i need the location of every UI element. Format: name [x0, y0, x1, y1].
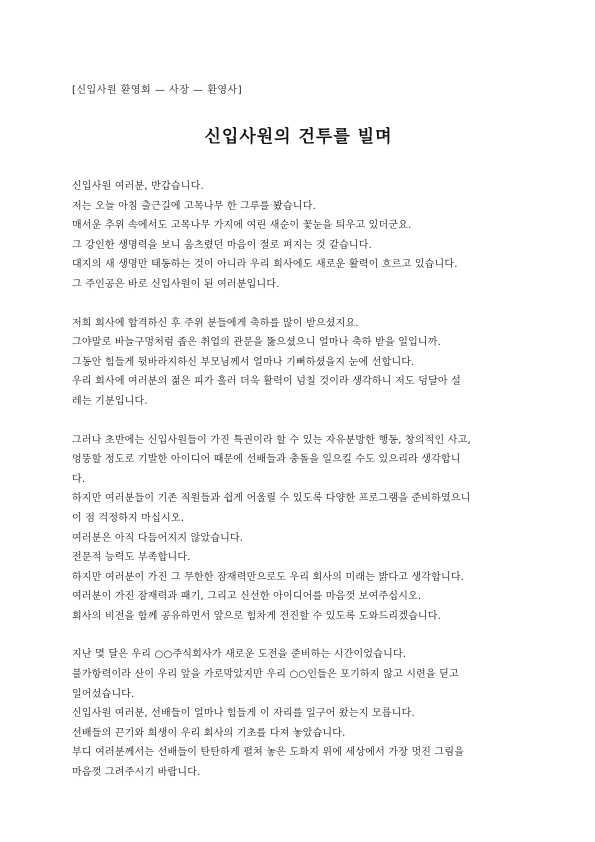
text-line: 여러분은 아직 다듬어지지 않았습니다.: [72, 532, 244, 544]
text-line: 대지의 새 생명만 태동하는 것이 아니라 우리 회사에도 새로운 활력이 흐르고 있습니다.: [72, 259, 458, 271]
text-line: 여러분이 가진 잠재력과 패기, 그리고 신선한 아이디어를 마음껏 보여주십시오.: [72, 591, 422, 603]
paragraph: [72, 431, 525, 627]
text-line: 엉뚱할 정도로 기발한 아이디어 때문에 선배들과 충돌을 일으킬 수도 있으리라 생각합니: [72, 454, 461, 466]
text-line: 저희 회사에 합격하신 후 주위 분들에게 축하를 많이 받으셨지요.: [72, 317, 359, 329]
document-title: 신입사원의 건투를 빌며: [204, 127, 393, 147]
text-line: 일어섰습니다.: [72, 688, 135, 700]
text-line: 레는 기분입니다.: [72, 395, 148, 407]
text-line: 하지만 여러분이 가진 그 무한한 잠재력만으로도 우리 회사의 미래는 밝다고 생각합니다.: [72, 571, 465, 583]
text-line: 우리 회사에 여러분의 젊은 피가 흘러 더욱 활력이 넘칠 것이라 생각하니 저도 덩달아 설: [72, 376, 462, 388]
text-line: 그 주인공은 바로 신입사원이 된 여러분입니다.: [72, 278, 280, 290]
text-line: 그러나 초반에는 신입사원들이 가진 특권이라 할 수 있는 자유분방한 행동, 창의적인 사고,: [72, 434, 471, 446]
paragraph: [72, 314, 525, 412]
paragraph: [72, 645, 525, 782]
document-header: [신입사원 환영회 — 사장 — 환영사]: [72, 85, 243, 96]
text-line: 저는 오늘 아침 출근길에 고목나무 한 그루를 봤습니다.: [72, 200, 316, 212]
text-line: 회사의 비전을 함께 공유하면서 앞으로 힘차게 전진할 수 있도록 도와드리겠습니다.: [72, 610, 442, 622]
text-line: 그야말로 바늘구멍처럼 좁은 취업의 관문을 뚫으셨으니 얼마나 축하 받을 일입니까.: [72, 337, 442, 349]
text-line: 선배들의 끈기와 희생이 우리 회사의 기초를 다져 놓았습니다.: [72, 727, 346, 739]
text-line: 마음껏 그려주시기 바랍니다.: [72, 767, 201, 779]
text-line: 하지만 여러분들이 기존 직원들과 쉽게 어울릴 수 있도록 다양한 프로그램을 준비하였으니: [72, 493, 471, 505]
text-line: 전문적 능력도 부족합니다.: [72, 552, 191, 564]
text-line: 부디 여러분께서는 선배들이 탄탄하게 펼쳐 놓은 도화지 위에 세상에서 가장 멋진 그림을: [72, 747, 465, 759]
text-line: 불가항력이라 산이 우리 앞을 가로막았지만 우리 ○○인들은 포기하지 않고 시련을 딛고: [72, 669, 459, 681]
text-line: 신입사원 여러분, 선배들이 얼마나 힘들게 이 자리를 일구어 왔는지 모릅니다.: [72, 708, 415, 720]
text-line: 이 점 걱정하지 마십시오.: [72, 512, 185, 524]
text-line: 그동안 힘들게 뒷바라지하신 부모님께서 얼마나 기뻐하셨을지 눈에 선합니다.: [72, 356, 415, 368]
document-body: [72, 177, 525, 783]
text-line: 지난 몇 달은 우리 ○○주식회사가 새로운 도전을 준비하는 시간이었습니다.: [72, 649, 407, 661]
text-line: 신입사원 여러분, 반갑습니다.: [72, 181, 204, 192]
paragraph: [72, 177, 525, 295]
text-line: 매서운 추위 속에서도 고목나무 가지에 여린 새순이 꽃눈을 틔우고 있더군요.: [72, 220, 412, 232]
text-line: 다.: [72, 473, 86, 485]
text-line: 그 강인한 생명력을 보니 움츠렸던 마음이 절로 펴지는 것 같습니다.: [72, 239, 373, 251]
